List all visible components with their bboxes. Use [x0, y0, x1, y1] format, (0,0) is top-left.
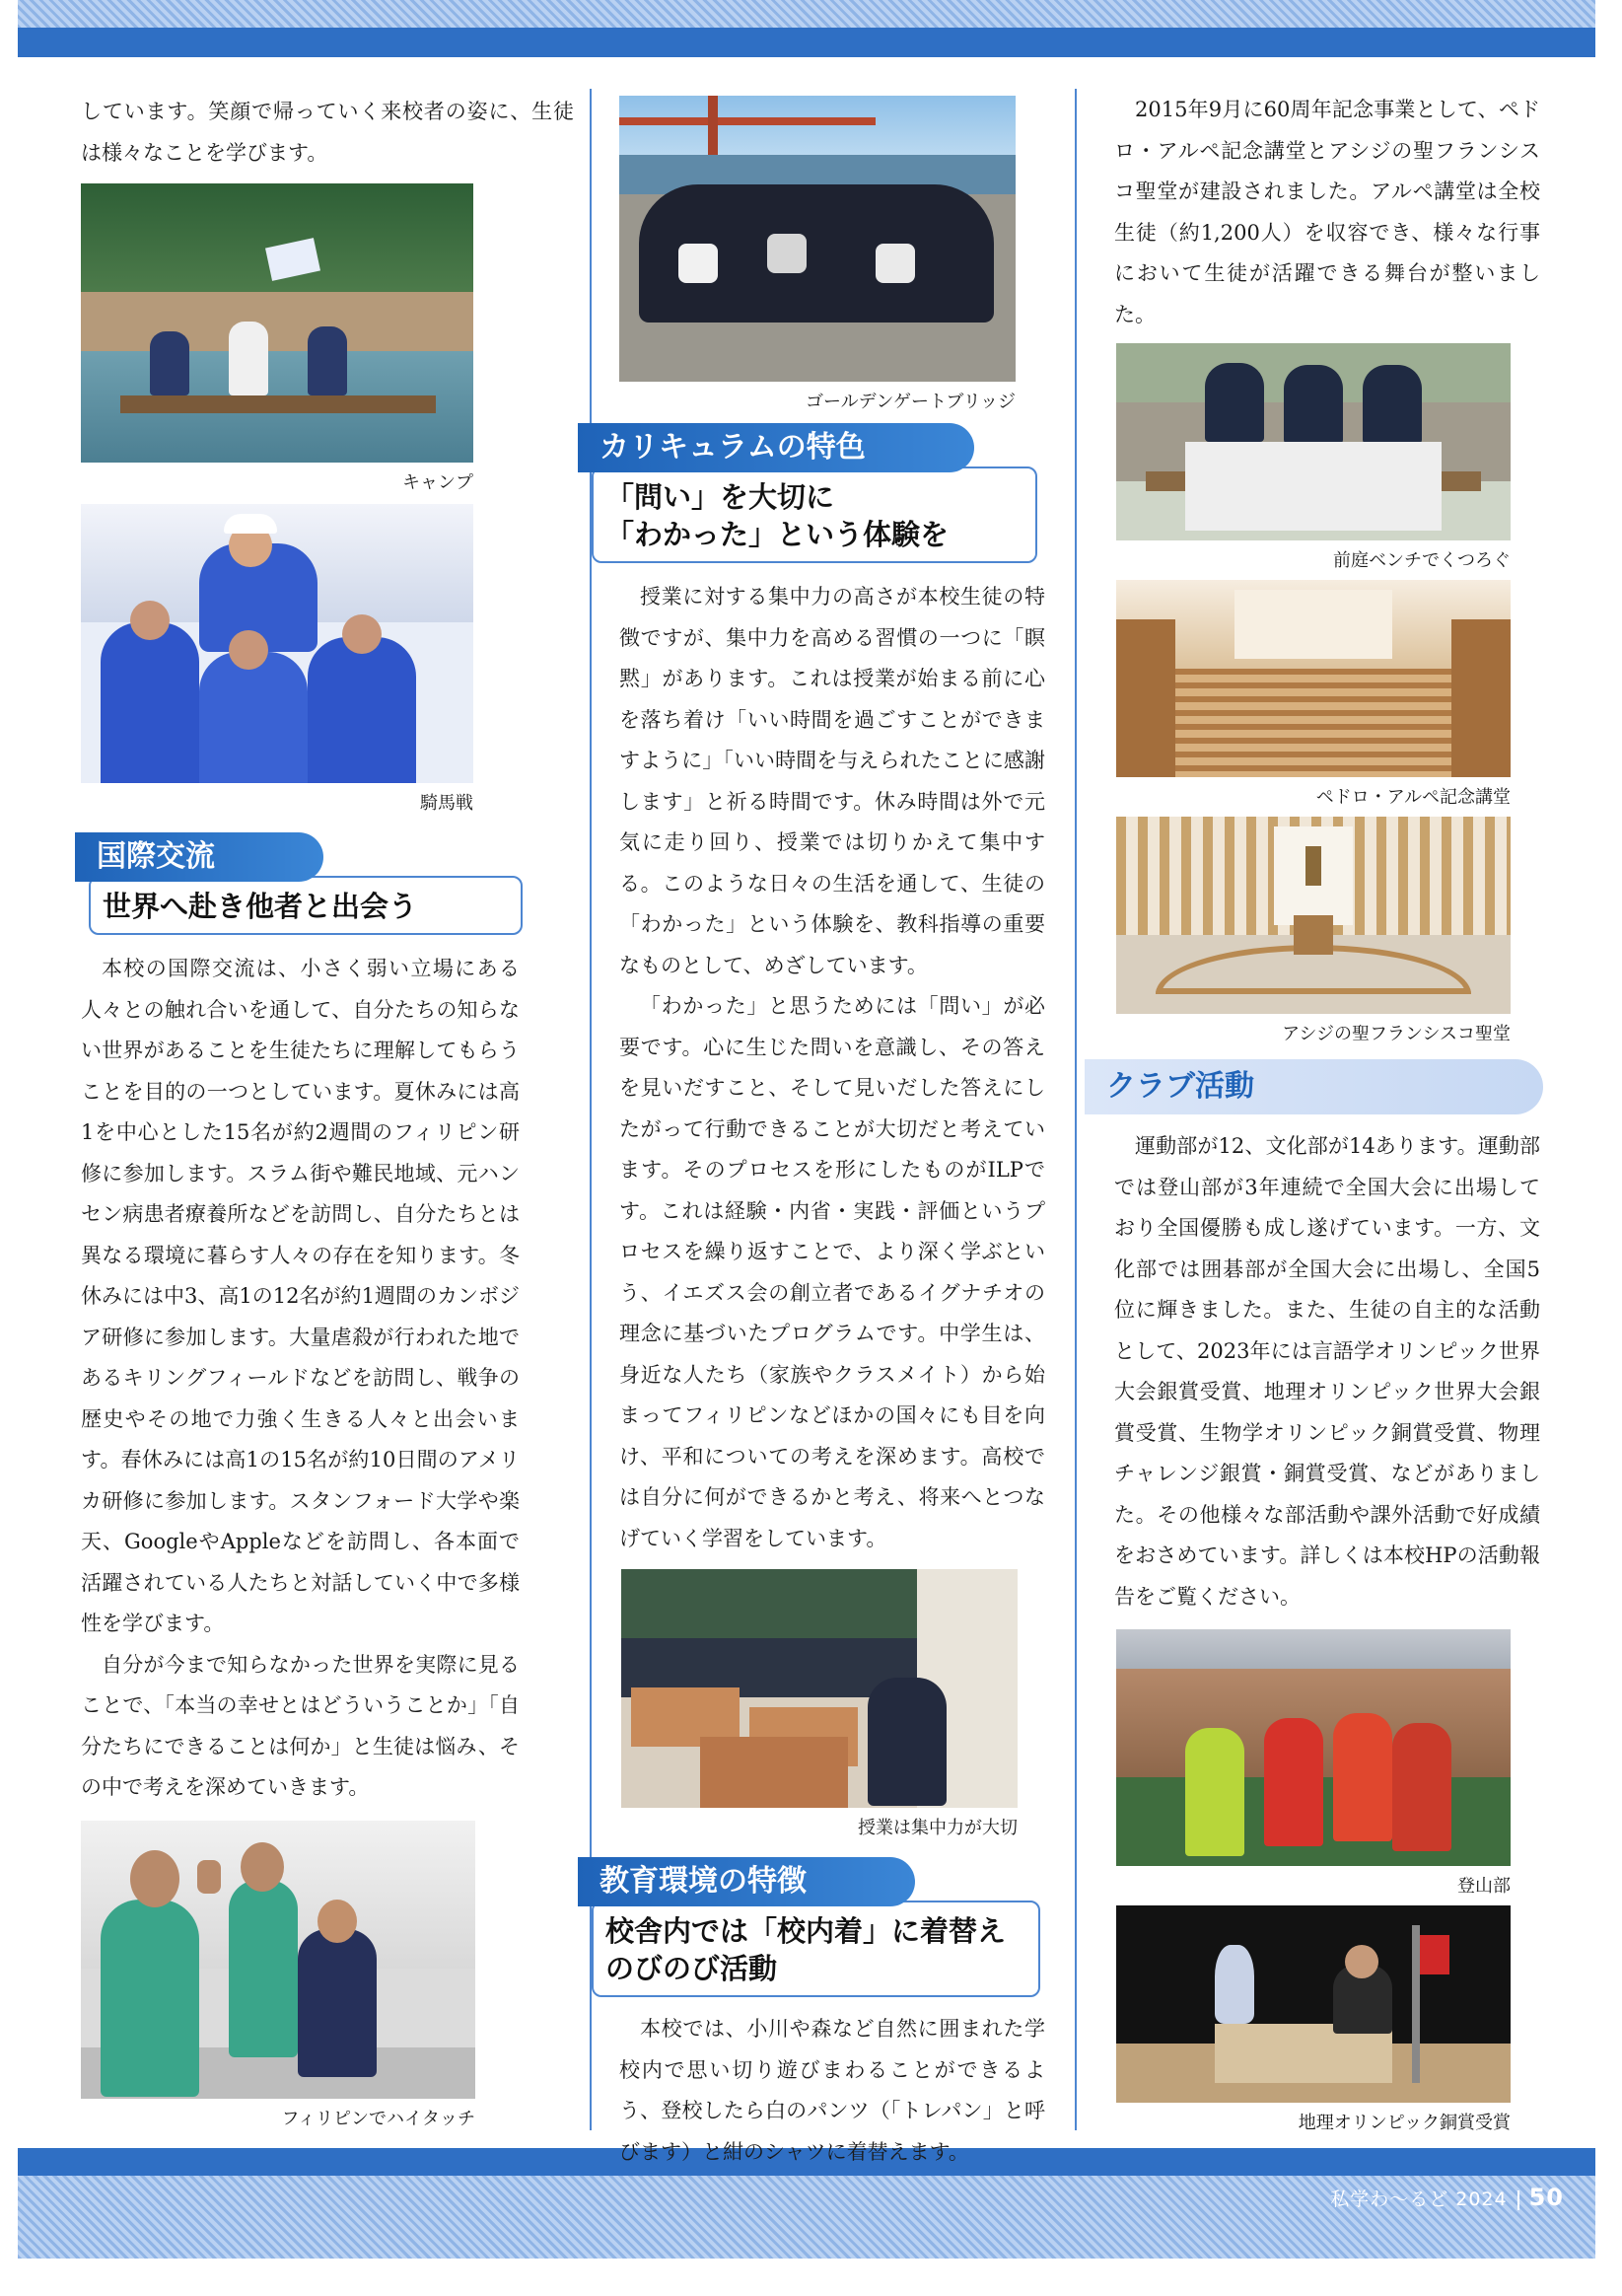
page-number: 50 — [1528, 2184, 1564, 2211]
olympiad-photo — [1116, 1905, 1511, 2103]
magazine-title: 私学わ～るど 2024 — [1330, 2188, 1508, 2210]
mountain-photo — [1116, 1629, 1511, 1866]
caption-chapel: アシジの聖フランシスコ聖堂 — [1282, 1024, 1511, 1044]
section-label-curriculum: カリキュラムの特色 — [578, 423, 974, 472]
section-subtitle-international: 世界へ赴き他者と出会う — [89, 876, 523, 935]
classroom-photo — [621, 1569, 1018, 1808]
international-paragraph-2: 自分が今まで知らなかった世界を実際に見ることで、「本当の幸せとはどういうことか」「自分たちにできることは何か」と生徒は悩み、その中で考えを深めていきます。 — [81, 1652, 520, 1799]
intro-text: しています。笑顔で帰っていく来校者の姿に、生徒は様々なことを学びます。 — [81, 100, 574, 165]
section-label-international: 国際交流 — [75, 832, 323, 882]
curriculum-paragraph-1: 授業に対する集中力の高さが本校生徒の特徴ですが、集中力を高める習慣の一つに「瞑黙」があります。これは授業が始まる前に心を落ち着け「いい時間を過ごすことができますように」「いい時間を与えられたことに感謝します」と祈る時間です。休み時間は外で元気に走り回り、授業では切りかえて集中する。このような日々の生活を通して、生徒の「わかった」という体験を、教科指導の重要なものとして、めざしています。 — [619, 585, 1045, 977]
philippines-photo — [81, 1821, 475, 2099]
camp-photo — [81, 183, 473, 463]
top-decorative-band — [18, 0, 1595, 57]
section-label-club: クラブ活動 — [1085, 1059, 1543, 1114]
column-2 — [580, 84, 1053, 2173]
section-environment — [578, 1857, 1053, 1997]
caption-kibasen: 騎馬戦 — [420, 793, 473, 814]
section-international — [75, 832, 574, 935]
hall-photo — [1116, 580, 1511, 777]
section-label-environment: 教育環境の特徴 — [578, 1857, 915, 1906]
caption-mountain: 登山部 — [1457, 1876, 1511, 1897]
caption-classroom: 授業は集中力が大切 — [858, 1818, 1018, 1838]
environment-paragraph-1: 本校では、小川や森など自然に囲まれた学校内で思い切り遊びまわることができるよう、登校したら白のパンツ（「トレパン」と呼びます）と紺のシャツに着替えます。 — [619, 2017, 1045, 2164]
curriculum-paragraph-2: 「わかった」と思うためには「問い」が必要です。心に生じた問いを意識し、その答えを見いだすこと、そして見いだした答えにしたがって行動できることが大切だと考えています。そのプロセスを形にしたものがILPです。これは経験・内省・実践・評価というプロセスを繰り返すことで、より深く学ぶという、イエズス会の創立者であるイグナチオの理念に基づいたプログラムです。中学生は、身近な人たち（家族やクラスメイト）から始まってフィリピンなどほかの国々にも目を向け、平和についての考えを深めます。高校では自分に何ができるかと考え、将来へとつなげていく学習をしています。 — [619, 994, 1045, 1550]
caption-philippines: フィリピンでハイタッチ — [281, 2108, 475, 2129]
curriculum-subtitle-line2: 「わかった」という体験を — [605, 518, 950, 551]
column-3 — [1073, 84, 1546, 2134]
environment-subtitle-line1: 校舎内では「校内着」に着替え — [605, 1914, 1007, 1948]
bench-photo — [1116, 343, 1511, 540]
page-footer — [1330, 2184, 1564, 2211]
column-1 — [81, 84, 574, 2130]
section-club — [1085, 1059, 1543, 1114]
caption-golden-gate: ゴールデンゲートブリッジ — [806, 392, 1016, 412]
curriculum-subtitle-line1: 「問い」を大切に — [605, 480, 835, 514]
section-curriculum — [578, 423, 1053, 563]
caption-bench: 前庭ベンチでくつろぐ — [1333, 550, 1511, 571]
kibasen-photo — [81, 504, 473, 783]
club-paragraph-1: 運動部が12、文化部が14あります。運動部では登山部が3年連続で全国大会に出場しており全国優勝も成し遂げています。一方、文化部では囲碁部が全国大会に出場し、全国5位に輝きました。また、生徒の自主的な活動として、2023年には言語学オリンピック世界大会銀賞受賞、地理オリンピック世界大会銀賞受賞、生物学オリンピック銅賞受賞、物理チャレンジ銀賞・銅賞受賞、などがありました。その他様々な部活動や課外活動で好成績をおさめています。詳しくは本校HPの活動報告をご覧ください。 — [1114, 1134, 1540, 1609]
hall-intro-text: 2015年9月に60周年記念事業として、ペドロ・アルペ記念講堂とアシジの聖フランシスコ聖堂が建設されました。アルペ講堂は全校生徒（約1,200人）を収容でき、様々な行事において生徒が活躍できる舞台が整いました。 — [1114, 98, 1540, 326]
chapel-photo — [1116, 817, 1511, 1014]
caption-hall: ペドロ・アルペ記念講堂 — [1315, 787, 1511, 808]
environment-subtitle-line2: のびのび活動 — [605, 1952, 778, 1985]
golden-gate-photo — [619, 96, 1016, 382]
caption-camp: キャンプ — [402, 472, 473, 493]
caption-olympiad: 地理オリンピック銅賞受賞 — [1298, 2113, 1511, 2133]
international-paragraph-1: 本校の国際交流は、小さく弱い立場にある人々との触れ合いを通して、自分たちの知らない世界があることを生徒たちに理解してもらうことを目的の一つとしています。夏休みには高1を中心とした15名が約2週間のフィリピン研修に参加します。スラム街や難民地域、元ハンセン病患者療養所などを訪問し、自分たちとは異なる環境に暮らす人々の存在を知ります。冬休みには中3、高1の12名が約1週間のカンボジア研修に参加します。大量虐殺が行われた地であるキリングフィールドなどを訪問し、戦争の歴史やその地で力強く生きる人々と出会います。春休みには高1の15名が約10日間のアメリカ研修に参加します。スタンフォード大学や楽天、GoogleやAppleなどを訪問し、各本面で活躍されている人たちと対話していく中で多様性を学びます。 — [81, 957, 520, 1635]
